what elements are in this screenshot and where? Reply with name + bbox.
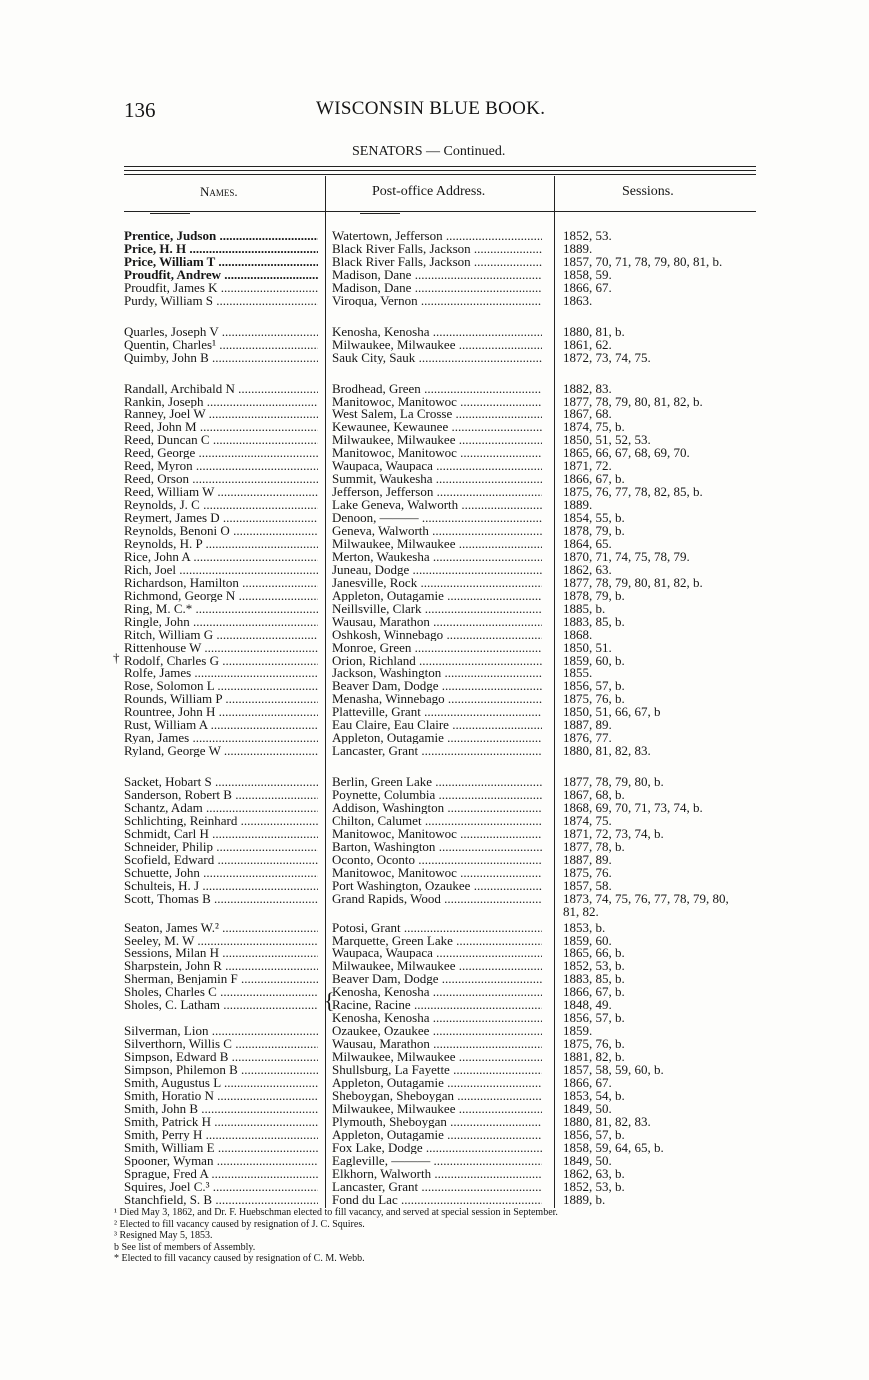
post-office-address: Menasha, Winnebago .....	[332, 692, 542, 705]
sessions-served: 1868, 69, 70, 71, 73, 74, b.	[563, 800, 703, 815]
senator-name: Smith, John B .....	[124, 1102, 318, 1115]
senator-name: Smith, Augustus L .....	[124, 1076, 318, 1089]
post-office-address: Waupaca, Waupaca .....	[332, 946, 542, 959]
post-office-address: Merton, Waukesha .....	[332, 550, 542, 563]
post-office-address: West Salem, La Crosse .....	[332, 407, 542, 420]
brace-mark: {	[324, 988, 335, 1013]
sessions-served: 1877, 78, 79, 80, b.	[563, 774, 664, 790]
senator-name: Smith, Horatio N .....	[124, 1089, 318, 1102]
senator-name: Reed, Myron .....	[124, 459, 318, 472]
senator-name: Rich, Joel .....	[124, 563, 318, 576]
post-office-address: Appleton, Outagamie .....	[332, 1128, 542, 1141]
post-office-address: Jefferson, Jefferson .....	[332, 485, 542, 498]
post-office-address: Chilton, Calumet .....	[332, 814, 542, 827]
senator-name: Squires, Joel C.³ .....	[124, 1180, 318, 1193]
post-office-address: Black River Falls, Jackson .....	[332, 242, 542, 255]
post-office-address: Berlin, Green Lake .....	[332, 775, 542, 788]
senator-name: Seaton, James W.² .....	[124, 921, 318, 934]
post-office-address: Fox Lake, Dodge .....	[332, 1141, 542, 1154]
senator-name: Rountree, John H .....	[124, 705, 318, 718]
post-office-address: Appleton, Outagamie .....	[332, 731, 542, 744]
sessions-served: 1859, 60, b.	[563, 652, 625, 668]
book-title: WISCONSIN BLUE BOOK.	[316, 98, 546, 119]
post-office-address: Kenosha, Kenosha .....	[332, 325, 542, 338]
post-office-address: Waupaca, Waupaca .....	[332, 459, 542, 472]
page-number: 136	[124, 98, 156, 122]
post-office-address: Port Washington, Ozaukee .....	[332, 879, 542, 892]
post-office-address: Brodhead, Green .....	[332, 382, 542, 395]
senator-name: Proudfit, Andrew .....	[124, 268, 318, 281]
senator-name: Quimby, John B .....	[124, 351, 318, 364]
dagger-mark: †	[113, 650, 120, 665]
post-office-address: Watertown, Jefferson .....	[332, 229, 542, 242]
senator-name: Silverman, Lion .....	[124, 1024, 318, 1037]
post-office-address: Madison, Dane .....	[332, 268, 542, 281]
senator-name: Price, William T .....	[124, 255, 318, 268]
post-office-address: Denoon, ——— .....	[332, 511, 542, 524]
post-office-address: Orion, Richland .....	[332, 654, 542, 667]
senator-name: Stanchfield, S. B .....	[124, 1193, 318, 1206]
post-office-address: Milwaukee, Milwaukee .....	[332, 338, 542, 351]
senator-name: Sprague, Fred A .....	[124, 1167, 318, 1180]
post-office-address: Barton, Washington .....	[332, 840, 542, 853]
post-office-address: Jackson, Washington .....	[332, 666, 542, 679]
senator-name: Prentice, Judson .....	[124, 229, 318, 242]
sessions-served: 1858, 59.	[563, 266, 612, 282]
post-office-address: Geneva, Walworth .....	[332, 524, 542, 537]
senator-name: Ritch, William G .....	[124, 628, 318, 641]
sessions-served: 1857, 70, 71, 78, 79, 80, 81, b.	[563, 253, 723, 269]
footnote: ² Elected to fill vacancy caused by resignation of J. C. Squires.	[114, 1218, 365, 1230]
sessions-served: 1883, 85, b.	[563, 971, 625, 987]
senator-name: Proudfit, James K .....	[124, 281, 318, 294]
senator-name: Reynolds, H. P .....	[124, 537, 318, 550]
post-office-address: Milwaukee, Milwaukee .....	[332, 1102, 542, 1115]
post-office-address: Eagleville, ——— .....	[332, 1154, 542, 1167]
senator-name: Sharpstein, John R .....	[124, 959, 318, 972]
sessions-served: 1866, 67.	[563, 1074, 612, 1090]
post-office-address: Appleton, Outagamie .....	[332, 1076, 542, 1089]
senator-name: Silverthorn, Willis C .....	[124, 1037, 318, 1050]
post-office-address: Lancaster, Grant .....	[332, 1180, 542, 1193]
sessions-served: 1856, 57, b.	[563, 1010, 625, 1026]
post-office-address: Oconto, Oconto .....	[332, 853, 542, 866]
post-office-address: Wausau, Marathon .....	[332, 1037, 542, 1050]
sessions-served: 1852, 53, b.	[563, 1178, 625, 1194]
sessions-served: 1874, 75.	[563, 812, 612, 828]
post-office-address: Manitowoc, Manitowoc .....	[332, 395, 542, 408]
senator-name: Ryan, James .....	[124, 731, 318, 744]
sessions-served: 1848, 49.	[563, 997, 612, 1013]
sessions-served: 1859, 60.	[563, 932, 612, 948]
post-office-address: Addison, Washington .....	[332, 801, 542, 814]
senator-name: Ranney, Joel W .....	[124, 407, 318, 420]
post-office-address: Oshkosh, Winnebago .....	[332, 628, 542, 641]
post-office-address: Milwaukee, Milwaukee .....	[332, 1050, 542, 1063]
sessions-served: 1865, 66, 67, 68, 69, 70.	[563, 445, 690, 461]
sessions-served: 1852, 53.	[563, 228, 612, 243]
senator-name: Schmidt, Carl H .....	[124, 827, 318, 840]
senator-name: Schlichting, Reinhard .....	[124, 814, 318, 827]
sessions-served: 1867, 68, b.	[563, 787, 625, 803]
senator-name: Rounds, William P .....	[124, 692, 318, 705]
post-office-address: Ozaukee, Ozaukee .....	[332, 1024, 542, 1037]
post-office-address: Lancaster, Grant .....	[332, 744, 542, 757]
senator-name: Smith, Patrick H .....	[124, 1115, 318, 1128]
post-office-address: Kewaunee, Kewaunee .....	[332, 420, 542, 433]
footnote: ³ Resigned May 5, 1853.	[114, 1230, 213, 1242]
post-office-address: Plymouth, Sheboygan .....	[332, 1115, 542, 1128]
post-office-address: Madison, Dane .....	[332, 281, 542, 294]
sessions-served: 1885, b.	[563, 600, 606, 616]
sessions-served: 1856, 57, b.	[563, 678, 625, 694]
senator-name: Sanderson, Robert B .....	[124, 788, 318, 801]
sessions-served: 1850, 51, 52, 53.	[563, 432, 651, 448]
senator-name: Scott, Thomas B .....	[124, 892, 318, 905]
footnotes	[114, 1207, 558, 1265]
senator-name: Sholes, Charles C .....	[124, 985, 318, 998]
section-subtitle: SENATORS — Continued.	[352, 144, 506, 159]
sessions-served: 1883, 85, b.	[563, 613, 625, 629]
sessions-served: 1858, 59, 64, 65, b.	[563, 1139, 664, 1155]
senator-name: Reynolds, Benoni O .....	[124, 524, 318, 537]
post-office-address: Manitowoc, Manitowoc .....	[332, 827, 542, 840]
post-office-address: Black River Falls, Jackson .....	[332, 255, 542, 268]
post-office-address: Appleton, Outagamie .....	[332, 589, 542, 602]
senator-name: Rose, Solomon L .....	[124, 679, 318, 692]
sessions-served: 1875, 76, 77, 78, 82, 85, b.	[563, 484, 703, 500]
post-office-address: Milwaukee, Milwaukee .....	[332, 537, 542, 550]
sessions-served: 1854, 55, b.	[563, 510, 625, 526]
sessions-served: 1878, 79, b.	[563, 523, 625, 538]
sessions-served: 1875, 76.	[563, 864, 612, 880]
senator-name: Rankin, Joseph .....	[124, 395, 318, 408]
sessions-served: 1853, 54, b.	[563, 1087, 625, 1103]
post-office-address: Viroqua, Vernon .....	[332, 294, 542, 307]
sessions-served: 1875, 76, b.	[563, 691, 625, 707]
senator-name: Simpson, Edward B .....	[124, 1050, 318, 1063]
sessions-served: 1865, 66, b.	[563, 945, 625, 961]
senator-name: Richardson, Hamilton .....	[124, 576, 318, 589]
senator-name: Schneider, Philip .....	[124, 840, 318, 853]
senator-name: Simpson, Philemon B .....	[124, 1063, 318, 1076]
sessions-served: 1857, 58, 59, 60, b.	[563, 1062, 664, 1077]
senator-name: Scofield, Edward .....	[124, 853, 318, 866]
post-office-address: Lake Geneva, Walworth .....	[332, 498, 542, 511]
senator-name: Sholes, C. Latham .....	[124, 998, 318, 1011]
senator-name: Smith, William E .....	[124, 1141, 318, 1154]
sessions-served: 1857, 58.	[563, 877, 612, 893]
sessions-served: 1880, 81, 82, 83.	[563, 1113, 651, 1129]
post-office-address: Summit, Waukesha .....	[332, 472, 542, 485]
post-office-address: Juneau, Dodge .....	[332, 563, 542, 576]
post-office-address: Marquette, Green Lake .....	[332, 934, 542, 947]
senator-name: Rust, William A .....	[124, 718, 318, 731]
senator-name: Schantz, Adam .....	[124, 801, 318, 814]
sessions-served: 1876, 77.	[563, 730, 612, 746]
sessions-served: 1866, 67.	[563, 279, 612, 295]
column-header-address: Post-office Address.	[372, 184, 486, 199]
sessions-served: 1850, 51, 66, 67, b	[563, 704, 661, 720]
senator-name: Smith, Perry H .....	[124, 1128, 318, 1141]
senator-name: Reed, William W .....	[124, 485, 318, 498]
post-office-address: Poynette, Columbia .....	[332, 788, 542, 801]
sessions-served: 1874, 75, b.	[563, 419, 625, 435]
post-office-address: Eau Claire, Eau Claire .....	[332, 718, 542, 731]
sessions-served: 1849, 50.	[563, 1100, 612, 1116]
post-office-address: Elkhorn, Walworth .....	[332, 1167, 542, 1180]
post-office-address: Beaver Dam, Dodge .....	[332, 679, 542, 692]
senator-name: Reymert, James D .....	[124, 511, 318, 524]
sessions-served: 1868.	[563, 626, 593, 642]
post-office-address: Fond du Lac .....	[332, 1193, 542, 1206]
sessions-served: 1877, 78, 79, 80, 81, 82, b.	[563, 574, 703, 590]
senator-name: Reynolds, J. C .....	[124, 498, 318, 511]
sessions-served: 1852, 53, b.	[563, 958, 625, 974]
post-office-address: Manitowoc, Manitowoc .....	[332, 866, 542, 879]
sessions-served: 81, 82.	[563, 903, 599, 919]
post-office-address: Janesville, Rock .....	[332, 576, 542, 589]
sessions-served: 1889.	[563, 497, 593, 513]
post-office-address: Sheboygan, Sheboygan .....	[332, 1089, 542, 1102]
senator-name: Price, H. H .....	[124, 242, 318, 255]
sessions-served: 1881, 82, b.	[563, 1049, 625, 1065]
post-office-address: Wausau, Marathon .....	[332, 615, 542, 628]
post-office-address: Monroe, Green .....	[332, 641, 542, 654]
sessions-served: 1887, 89.	[563, 851, 612, 867]
sessions-served: 1853, b.	[563, 919, 606, 935]
senator-name: Sacket, Hobart S .....	[124, 775, 318, 788]
senator-name: Schulteis, H. J .....	[124, 879, 318, 892]
post-office-address: Manitowoc, Manitowoc .....	[332, 446, 542, 459]
senator-name: Schuette, John .....	[124, 866, 318, 879]
sessions-served: 1882, 83.	[563, 380, 612, 396]
sessions-served: 1867, 68.	[563, 406, 612, 422]
post-office-address: Kenosha, Kenosha .....	[332, 985, 542, 998]
sessions-served: 1849, 50.	[563, 1152, 612, 1168]
sessions-served: 1871, 72.	[563, 458, 612, 474]
sessions-served: 1863.	[563, 292, 593, 308]
sessions-served: 1877, 78, b.	[563, 838, 625, 854]
sessions-served: 1872, 73, 74, 75.	[563, 349, 651, 365]
sessions-served: 1880, 81, 82, 83.	[563, 743, 651, 759]
footnote: ¹ Died May 3, 1862, and Dr. F. Huebschman elected to fill vacancy, and served at special session in September.	[114, 1207, 558, 1218]
senator-name: Rodolf, Charles G .....	[124, 654, 318, 667]
senator-name: Purdy, William S .....	[124, 294, 318, 307]
senator-name: Rolfe, James .....	[124, 666, 318, 679]
post-office-address: Grand Rapids, Wood .....	[332, 892, 542, 905]
senator-name: Sessions, Milan H .....	[124, 946, 318, 959]
footnote: b See list of members of Assembly.	[114, 1241, 256, 1253]
post-office-address: Sauk City, Sauk .....	[332, 351, 542, 364]
sessions-served: 1878, 79, b.	[563, 587, 625, 603]
footnote: * Elected to fill vacancy caused by resignation of C. M. Webb.	[114, 1253, 365, 1265]
sessions-served: 1887, 89.	[563, 717, 612, 733]
sessions-served: 1859.	[563, 1023, 593, 1039]
post-office-address: Shullsburg, La Fayette .....	[332, 1063, 542, 1076]
post-office-address: Beaver Dam, Dodge .....	[332, 972, 542, 985]
senator-name: Reed, John M .....	[124, 420, 318, 433]
sessions-served: 1866, 67, b.	[563, 984, 625, 1000]
post-office-address: Potosi, Grant .....	[332, 921, 542, 934]
senator-name: Rice, John A .....	[124, 550, 318, 563]
sessions-served: 1889.	[563, 240, 593, 256]
senator-name: Reed, George .....	[124, 446, 318, 459]
sessions-served: 1877, 78, 79, 80, 81, 82, b.	[563, 393, 703, 409]
post-office-address: Neillsville, Clark .....	[332, 602, 542, 615]
sessions-served: 1864, 65.	[563, 535, 612, 551]
sessions-served: 1880, 81, b.	[563, 323, 625, 339]
senator-name: Richmond, George N .....	[124, 589, 318, 602]
senator-name: Reed, Duncan C .....	[124, 433, 318, 446]
senator-name: Reed, Orson .....	[124, 472, 318, 485]
sessions-served: 1855.	[563, 665, 593, 681]
sessions-served: 1861, 62.	[563, 336, 612, 352]
senator-name: Rittenhouse W .....	[124, 641, 318, 654]
senator-name: Spooner, Wyman .....	[124, 1154, 318, 1167]
sessions-served: 1870, 71, 74, 75, 78, 79.	[563, 548, 690, 564]
sessions-served: 1866, 67, b.	[563, 471, 625, 487]
post-office-address: Milwaukee, Milwaukee .....	[332, 433, 542, 446]
sessions-served: 1873, 74, 75, 76, 77, 78, 79, 80,	[563, 890, 729, 906]
post-office-address: Kenosha, Kenosha .....	[332, 1011, 542, 1024]
sessions-served: 1871, 72, 73, 74, b.	[563, 825, 664, 841]
sessions-served: 1856, 57, b.	[563, 1126, 625, 1142]
post-office-address: Milwaukee, Milwaukee .....	[332, 959, 542, 972]
sessions-served: 1862, 63, b.	[563, 1165, 625, 1181]
column-header-names: Names.	[200, 184, 238, 199]
senator-name: Quarles, Joseph V .....	[124, 325, 318, 338]
sessions-served: 1875, 76, b.	[563, 1036, 625, 1052]
senator-name: Ringle, John .....	[124, 615, 318, 628]
sessions-served: 1862, 63.	[563, 561, 612, 577]
senator-name: Ryland, George W .....	[124, 744, 318, 757]
senator-name: Ring, M. C.* .....	[124, 602, 318, 615]
post-office-address: Racine, Racine .....	[332, 998, 542, 1011]
senator-name: Sherman, Benjamin F .....	[124, 972, 318, 985]
sessions-served: 1889, b.	[563, 1191, 606, 1207]
senator-name: Quentin, Charles¹ .....	[124, 338, 318, 351]
post-office-address: Platteville, Grant .....	[332, 705, 542, 718]
senator-name: Randall, Archibald N .....	[124, 382, 318, 395]
column-header-sessions: Sessions.	[622, 184, 674, 199]
senator-name: Seeley, M. W .....	[124, 934, 318, 947]
sessions-served: 1850, 51.	[563, 639, 612, 655]
